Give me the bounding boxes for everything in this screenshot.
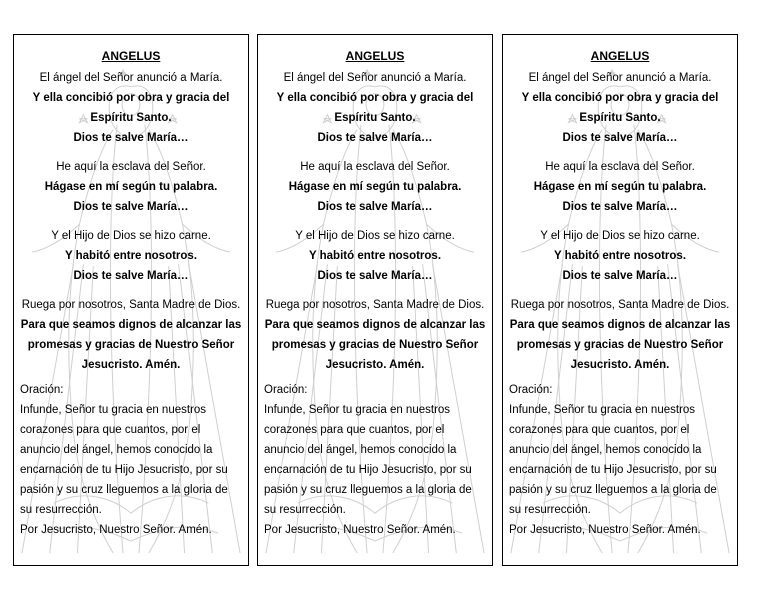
stanza	[20, 226, 242, 286]
oracion-text: Infunde, Señor tu gracia en nuestros corazones para que cuantos, por el anuncio del ángel, hemos conocido la encarnación de tu Hijo Jesucristo, por su pasión y su cruz lleguemos a la gloria de su resurrección.	[509, 404, 717, 516]
hail-mary-line: Dios te salve María…	[562, 201, 678, 213]
versicle: He aquí la esclava del Señor.	[545, 161, 695, 173]
versicle: El ángel del Señor anunció a María.	[39, 72, 223, 84]
oracion-text: Infunde, Señor tu gracia en nuestros corazones para que cuantos, por el anuncio del ángel, hemos conocido la encarnación de tu Hijo Jesucristo, por su pasión y su cruz lleguemos a la gloria de su resurrección.	[264, 404, 472, 516]
response: Para que seamos dignos de alcanzar las promesas y gracias de Nuestro Señor Jesucristo. Amén.	[264, 319, 486, 371]
versicle: El ángel del Señor anunció a María.	[528, 72, 712, 84]
stanza	[264, 68, 486, 148]
oracion-section	[509, 380, 731, 540]
response: Hágase en mí según tu palabra.	[533, 181, 707, 193]
versicle: He aquí la esclava del Señor.	[56, 161, 206, 173]
versicle: Ruega por nosotros, Santa Madre de Dios.	[265, 299, 485, 311]
response: Y habitó entre nosotros.	[64, 250, 198, 262]
versicle: Y el Hijo de Dios se hizo carne.	[295, 230, 455, 242]
stanza	[264, 157, 486, 217]
hail-mary-line: Dios te salve María…	[73, 201, 189, 213]
hail-mary-line: Dios te salve María…	[73, 132, 189, 144]
hail-mary-line: Dios te salve María…	[562, 270, 678, 282]
stanza	[509, 226, 731, 286]
oracion-section	[264, 380, 486, 540]
prayer-text	[503, 35, 737, 540]
response: Y habitó entre nosotros.	[308, 250, 442, 262]
stanza	[20, 68, 242, 148]
oracion-label: Oración:	[264, 384, 308, 396]
prayer-card	[257, 34, 493, 566]
card-title: ANGELUS	[590, 49, 650, 63]
versicle: Ruega por nosotros, Santa Madre de Dios.	[510, 299, 730, 311]
final-stanza	[264, 295, 486, 375]
oracion-label: Oración:	[509, 384, 553, 396]
versicle: Y el Hijo de Dios se hizo carne.	[540, 230, 700, 242]
prayer-text	[14, 35, 248, 540]
hail-mary-line: Dios te salve María…	[317, 132, 433, 144]
prayer-text	[258, 35, 492, 540]
response: Y ella concibió por obra y gracia del Espíritu Santo.	[32, 92, 230, 124]
versicle: El ángel del Señor anunció a María.	[283, 72, 467, 84]
response: Hágase en mí según tu palabra.	[288, 181, 462, 193]
versicle: Ruega por nosotros, Santa Madre de Dios.	[21, 299, 241, 311]
oracion-label: Oración:	[20, 384, 64, 396]
card-title: ANGELUS	[345, 49, 405, 63]
hail-mary-line: Dios te salve María…	[73, 270, 189, 282]
final-stanza	[509, 295, 731, 375]
card-title: ANGELUS	[101, 49, 161, 63]
oracion-text: Infunde, Señor tu gracia en nuestros corazones para que cuantos, por el anuncio del ángel, hemos conocido la encarnación de tu Hijo Jesucristo, por su pasión y su cruz lleguemos a la gloria de su resurrección.	[20, 404, 228, 516]
hail-mary-line: Dios te salve María…	[562, 132, 678, 144]
oracion-closing: Por Jesucristo, Nuestro Señor. Amén.	[20, 524, 212, 536]
oracion-closing: Por Jesucristo, Nuestro Señor. Amén.	[509, 524, 701, 536]
response: Hágase en mí según tu palabra.	[44, 181, 218, 193]
response: Para que seamos dignos de alcanzar las promesas y gracias de Nuestro Señor Jesucristo. Amén.	[20, 319, 242, 371]
oracion-section	[20, 380, 242, 540]
prayer-card	[502, 34, 738, 566]
stanza	[20, 157, 242, 217]
stanza	[509, 68, 731, 148]
hail-mary-line: Dios te salve María…	[317, 270, 433, 282]
response: Y habitó entre nosotros.	[553, 250, 687, 262]
stanza	[509, 157, 731, 217]
versicle: Y el Hijo de Dios se hizo carne.	[51, 230, 211, 242]
stanza	[264, 226, 486, 286]
response: Para que seamos dignos de alcanzar las promesas y gracias de Nuestro Señor Jesucristo. Amén.	[509, 319, 731, 371]
prayer-card	[13, 34, 249, 566]
response: Y ella concibió por obra y gracia del Espíritu Santo.	[521, 92, 719, 124]
versicle: He aquí la esclava del Señor.	[300, 161, 450, 173]
hail-mary-line: Dios te salve María…	[317, 201, 433, 213]
response: Y ella concibió por obra y gracia del Espíritu Santo.	[276, 92, 474, 124]
oracion-closing: Por Jesucristo, Nuestro Señor. Amén.	[264, 524, 456, 536]
final-stanza	[20, 295, 242, 375]
